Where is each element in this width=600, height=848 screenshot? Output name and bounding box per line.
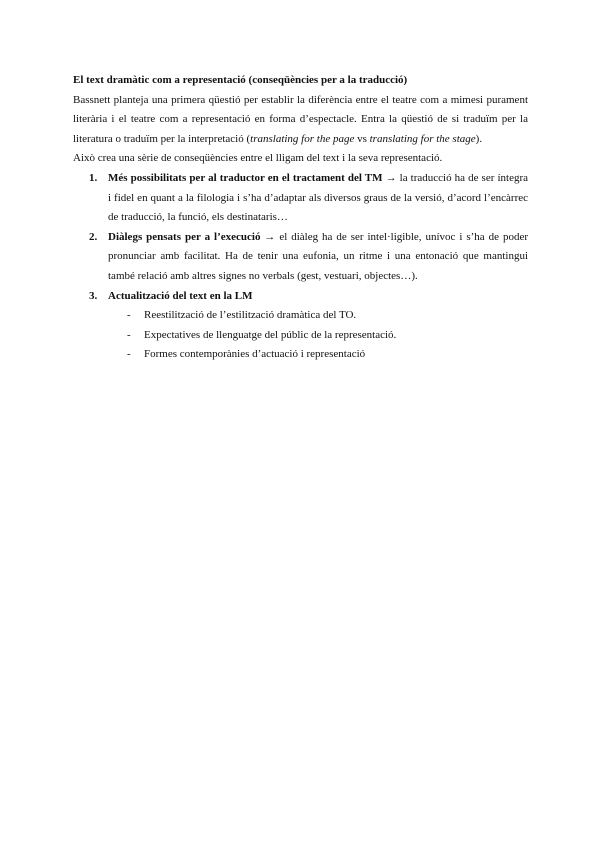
dash-bullet: - (127, 348, 131, 361)
sub-item-text: Reestilització de l’estilització dramàtica del TO. (144, 309, 357, 322)
sub-list (73, 306, 528, 365)
list-item-text: → la traducció ha de ser íntegra i fidel en quant a la filologia i s’ha d’adaptar als diversos graus de la versió, d’acord l’encàrrec de traducció, la funció, els destinataris… (108, 171, 528, 224)
intro-close: ). (475, 132, 483, 145)
consequences-paragraph: Això crea una sèrie de conseqüències entre el lligam del text i la seva representació. (73, 152, 443, 165)
list-item (73, 228, 528, 287)
intro-italic-page: translating for the page (250, 132, 355, 145)
list-item (73, 287, 528, 307)
list-number: 1. (89, 171, 98, 184)
intro-paragraph (73, 91, 528, 150)
list-item (73, 169, 528, 228)
dash-bullet: - (127, 309, 131, 322)
list-number: 3. (89, 289, 98, 302)
section-heading: El text dramàtic com a representació (conseqüències per a la traducció) (73, 74, 408, 86)
sub-list-item (73, 345, 528, 365)
dash-bullet: - (127, 328, 131, 341)
consequences-list (73, 169, 528, 306)
list-number: 2. (89, 230, 98, 243)
intro-italic-stage: translating for the stage (369, 132, 476, 145)
list-item-title: Més possibilitats per al traductor en el tractament del TM (108, 171, 383, 184)
list-item-text: → el diàleg ha de ser intel·ligible, unívoc i s’ha de poder pronunciar amb facilitat. Ha de tenir una eufonia, un ritme i una entonació que mantingui també relació amb altres signes no verbals (gest, vestuari, objectes…). (108, 230, 528, 282)
sub-list-item (73, 306, 528, 326)
sub-item-text: Formes contemporànies d’actuació i representació (144, 348, 366, 361)
document-body (73, 71, 528, 365)
intro-vs: vs (354, 132, 370, 145)
sub-item-text: Expectatives de llenguatge del públic de la representació. (144, 328, 397, 341)
sub-list-item (73, 326, 528, 346)
intro-text: Bassnett planteja una primera qüestió per establir la diferència entre el teatre com a mimesi purament literària i el teatre com a representació en forma d’espectacle. Entra la qüestió de si traduïm per la literatura o traduïm per la interpretació ( (73, 93, 528, 145)
list-item-title: Actualització del text en la LM (108, 289, 253, 302)
list-item-title: Diàlegs pensats per a l’execució (108, 230, 261, 243)
